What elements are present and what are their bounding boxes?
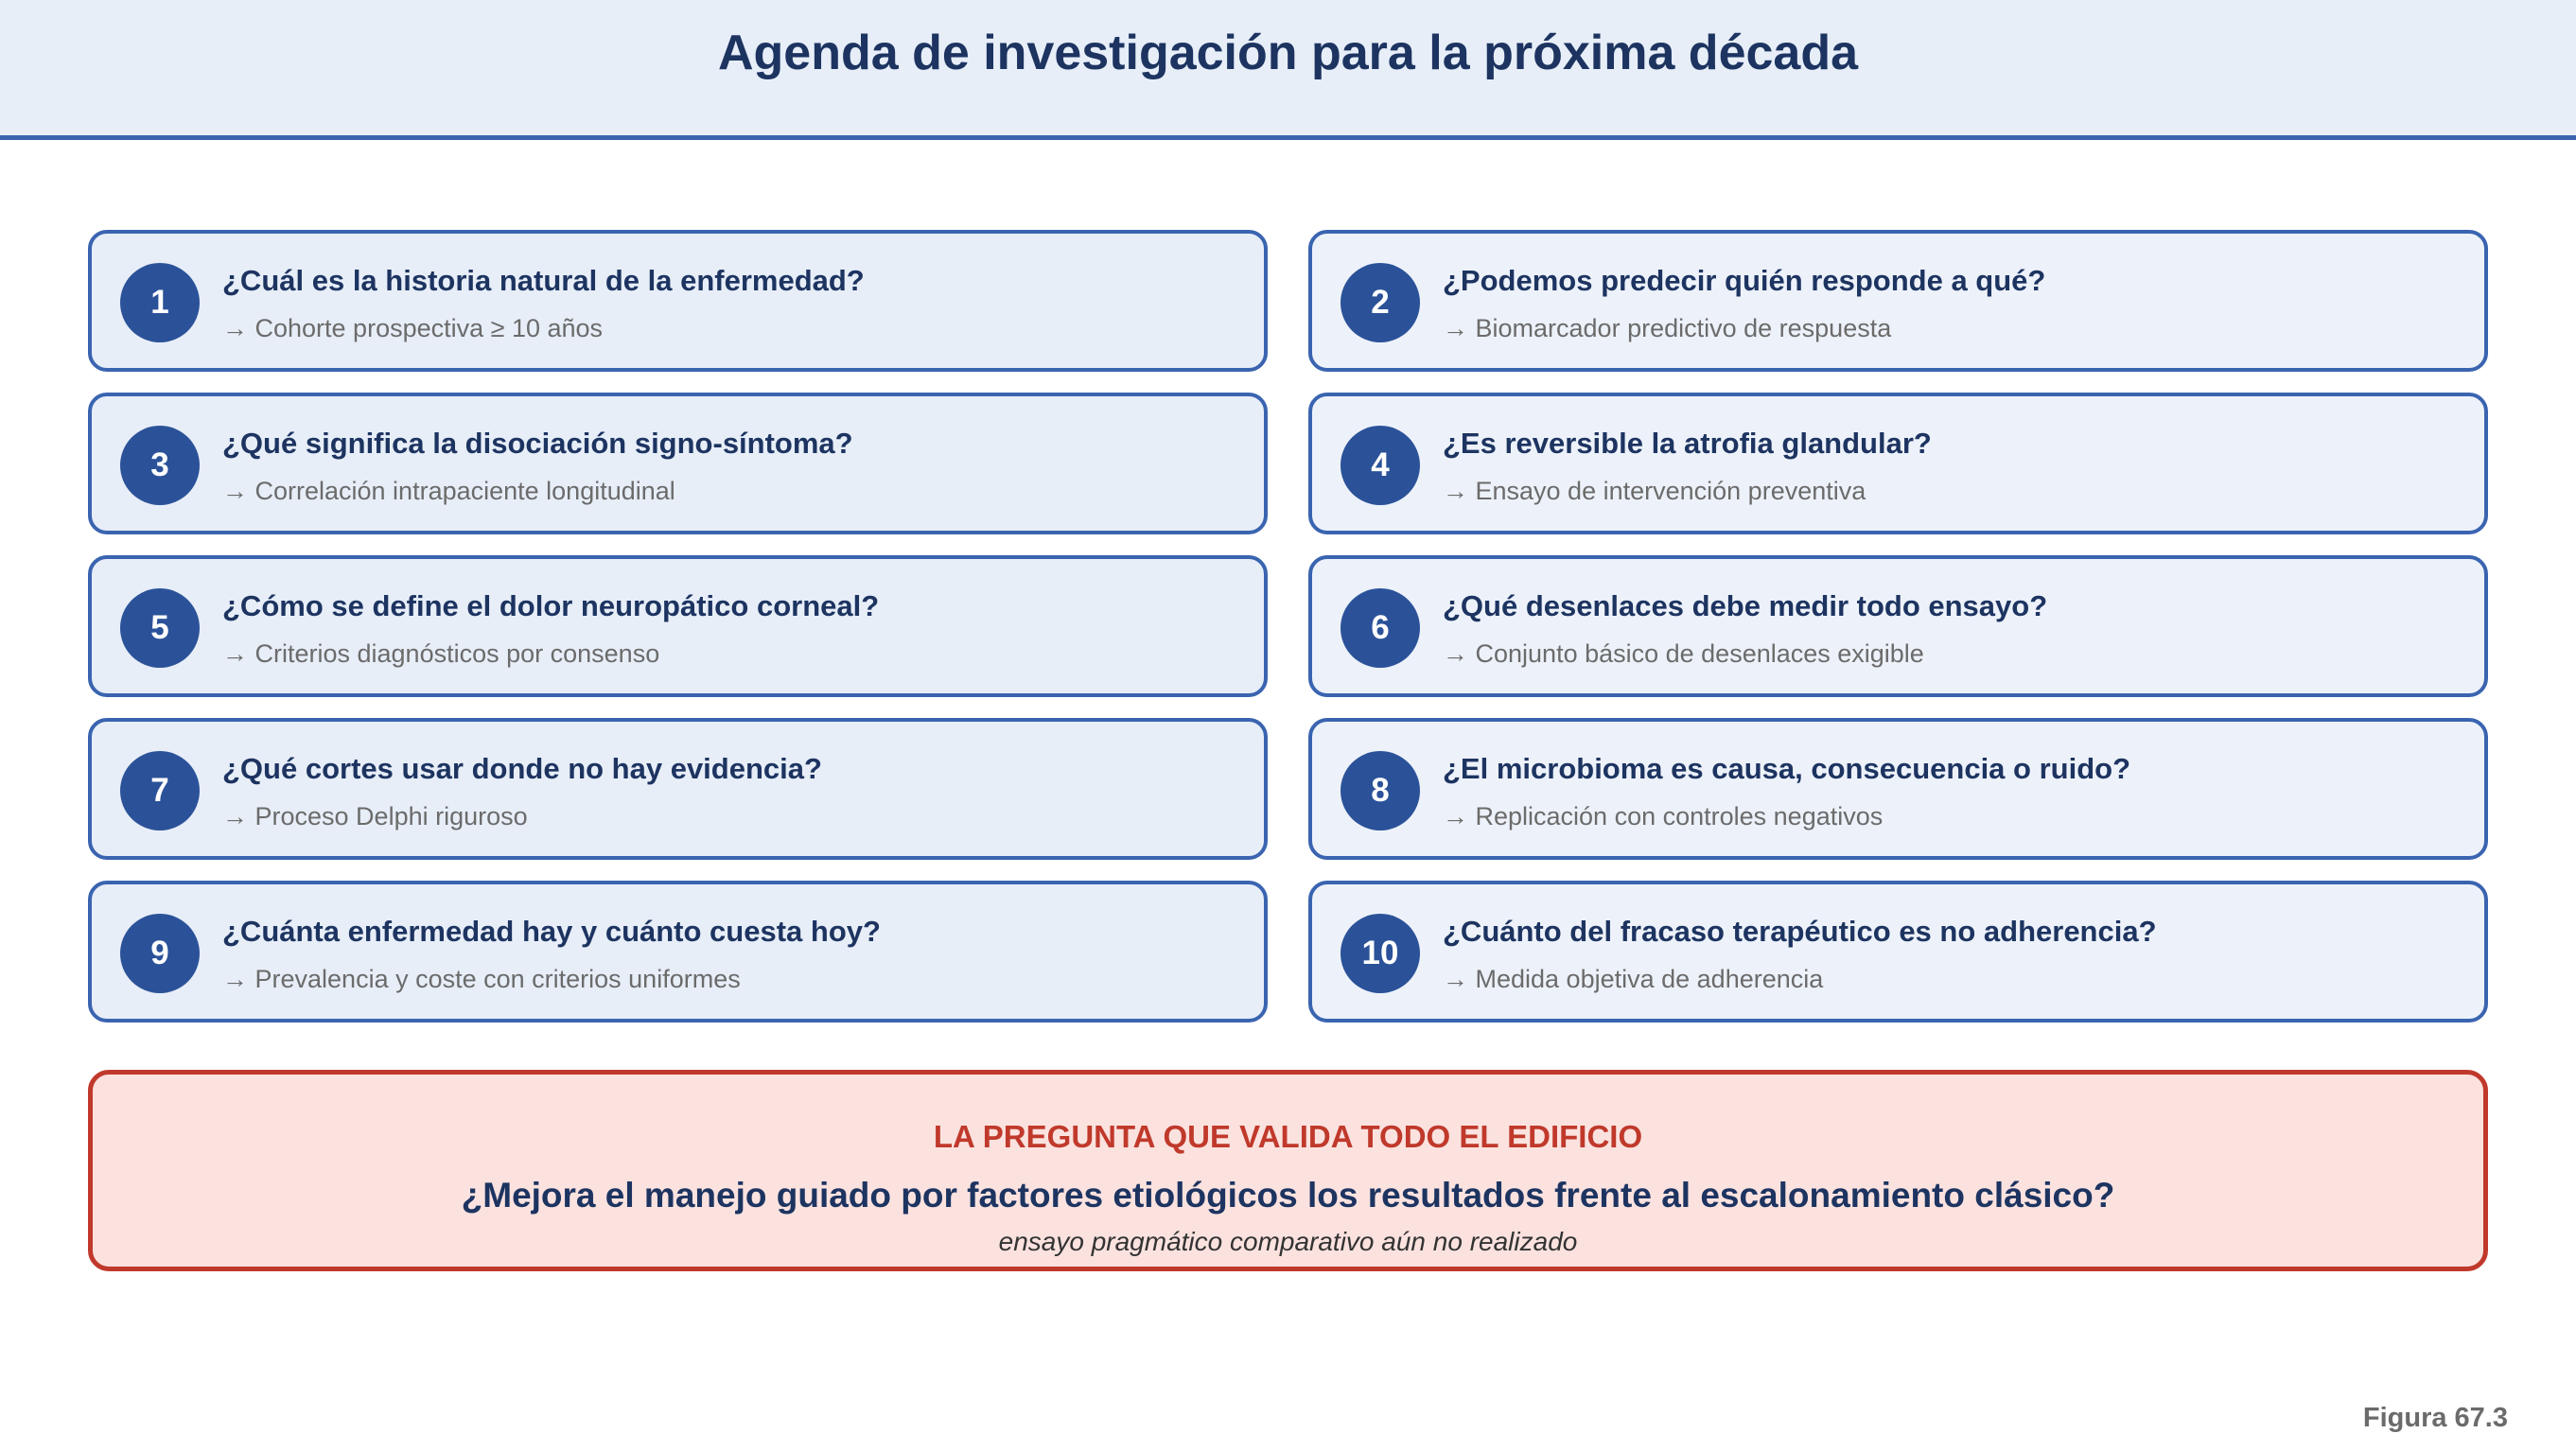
question-text: ¿Es reversible la atrofia glandular? [1443, 427, 1932, 460]
approach-text: → Medida objetiva de adherencia [1443, 965, 1824, 993]
question-card-10 [1308, 881, 2488, 1023]
question-card-6 [1308, 555, 2488, 697]
number-badge: 10 [1341, 914, 1420, 993]
figure-label: Figura 67.3 [2362, 1403, 2508, 1433]
question-card-5 [88, 555, 1268, 697]
question-card-9 [88, 881, 1268, 1023]
approach-text: → Prevalencia y coste con criterios uniformes [222, 965, 741, 993]
number-badge: 1 [120, 263, 200, 342]
page-title: Agenda de investigación para la próxima década [717, 26, 1859, 80]
number-badge: 9 [120, 914, 200, 993]
callout-label: LA PREGUNTA QUE VALIDA TODO EL EDIFICIO [933, 1119, 1643, 1154]
number-badge: 6 [1341, 588, 1420, 668]
number-badge: 3 [120, 426, 200, 505]
question-text: ¿Cuánta enfermedad hay y cuánto cuesta hoy? [222, 915, 881, 948]
question-card-1 [88, 230, 1268, 372]
approach-text: → Conjunto básico de desenlaces exigible [1443, 639, 1924, 668]
approach-text: → Cohorte prospectiva ≥ 10 años [222, 314, 604, 342]
question-text: ¿Qué desenlaces debe medir todo ensayo? [1443, 589, 2048, 622]
number-badge: 4 [1341, 426, 1420, 505]
question-text: ¿Qué significa la disociación signo-síntoma? [222, 427, 853, 460]
approach-text: → Criterios diagnósticos por consenso [222, 639, 660, 668]
number-badge: 7 [120, 751, 200, 830]
approach-text: → Proceso Delphi riguroso [222, 802, 528, 830]
approach-text: → Replicación con controles negativos [1443, 802, 1884, 830]
question-text: ¿El microbioma es causa, consecuencia o ruido? [1443, 752, 2131, 785]
question-text: ¿Cómo se define el dolor neuropático corneal? [222, 589, 880, 622]
question-card-7 [88, 718, 1268, 860]
question-text: ¿Cuál es la historia natural de la enfermedad? [222, 264, 865, 297]
callout-note: ensayo pragmático comparativo aún no realizado [998, 1227, 1578, 1256]
question-card-2 [1308, 230, 2488, 372]
header-banner [0, 0, 2576, 140]
approach-text: → Correlación intrapaciente longitudinal [222, 477, 675, 505]
approach-text: → Biomarcador predictivo de respuesta [1443, 314, 1892, 342]
question-text: ¿Cuánto del fracaso terapéutico es no adherencia? [1443, 915, 2157, 948]
question-card-3 [88, 393, 1268, 534]
approach-text: → Ensayo de intervención preventiva [1443, 477, 1866, 505]
question-text: ¿Qué cortes usar donde no hay evidencia? [222, 752, 822, 785]
callout-question: ¿Mejora el manejo guiado por factores etiológicos los resultados frente al escalonamiento clásico? [461, 1176, 2115, 1215]
key-question-callout [88, 1070, 2488, 1271]
question-card-8 [1308, 718, 2488, 860]
number-badge: 5 [120, 588, 200, 668]
number-badge: 8 [1341, 751, 1420, 830]
question-card-4 [1308, 393, 2488, 534]
number-badge: 2 [1341, 263, 1420, 342]
question-text: ¿Podemos predecir quién responde a qué? [1443, 264, 2046, 297]
